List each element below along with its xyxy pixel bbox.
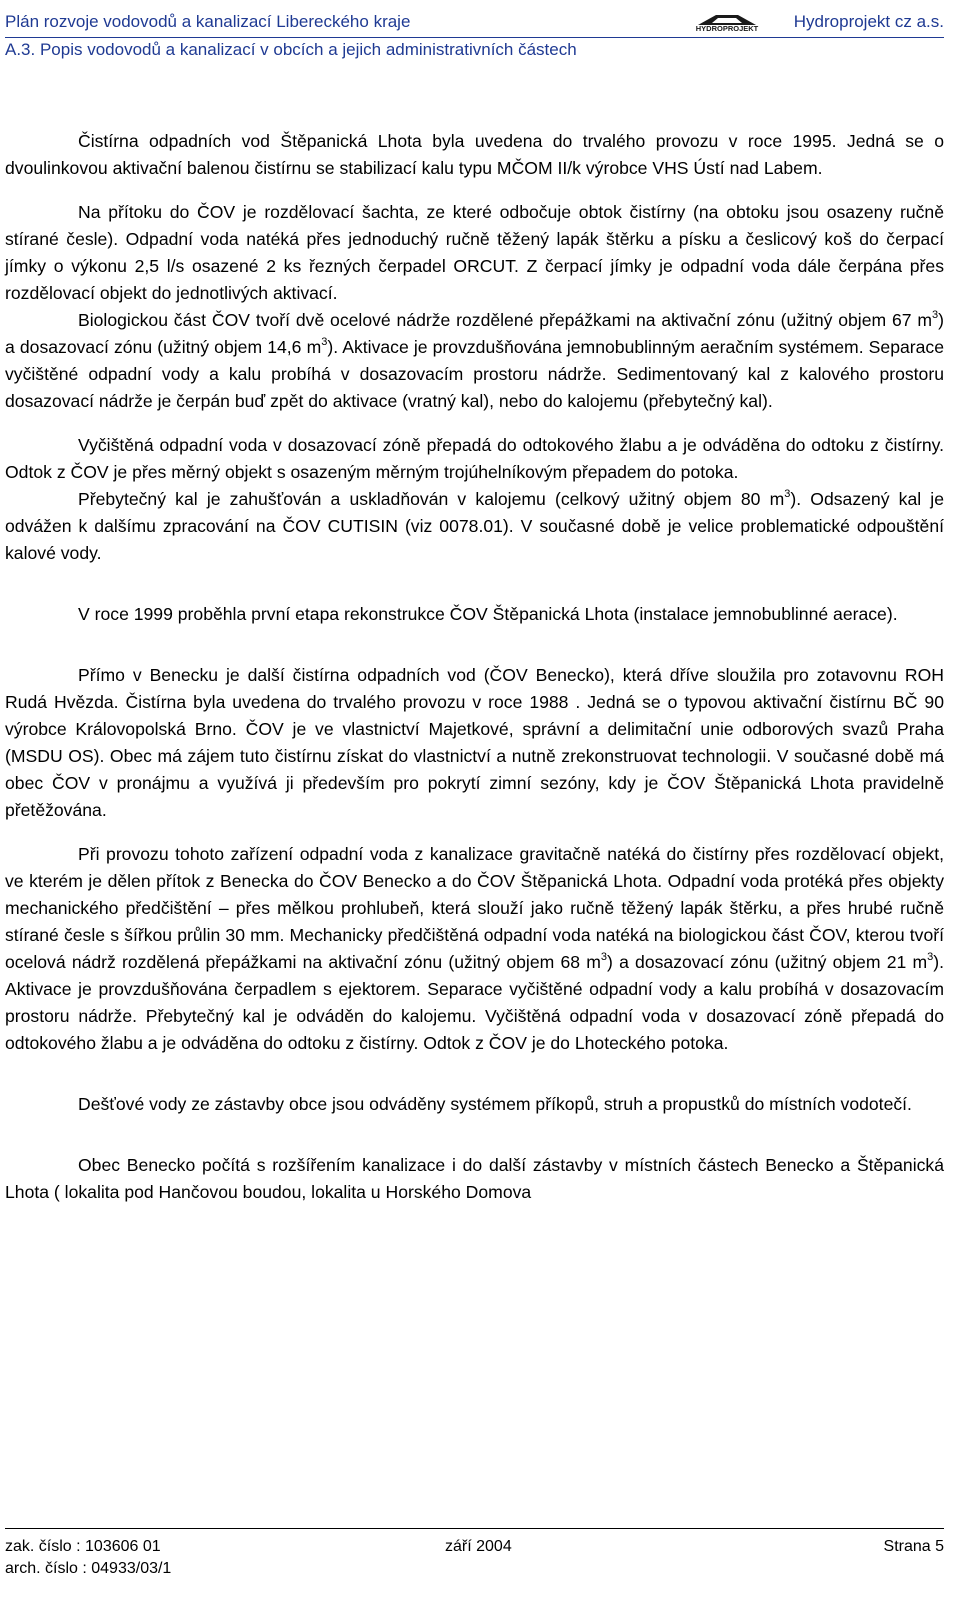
superscript: 3 [600, 951, 608, 964]
paragraph-2: Na přítoku do ČOV je rozdělovací šachta, ze které odbočuje obtok čistírny (na obtoku jsou osazeny ručně stírané česle). Odpadní voda natéká přes jednoduchý ručně těžený lapák štěrku a písku a česlicový koš do čerpací jímky o výkonu 2,5 l/s osazené 2 ks řezných čerpadel ORCUT. Z čerpací jímky je odpadní voda dále čerpána přes rozdělovací objekt do jednotlivých aktivací. [5, 202, 944, 303]
paragraph-4: Vyčištěná odpadní voda v dosazovací zóně přepadá do odtokového žlabu a je odváděna do odtoku z čistírny. Odtok z ČOV je přes měrný objekt s osazeným měrným trojúhelníkovým přepadem do potoka. [5, 435, 944, 482]
page-header [5, 8, 944, 63]
document-date: září 2004 [445, 1538, 512, 1555]
paragraph-6: V roce 1999 proběhla první etapa rekonstrukce ČOV Štěpanická Lhota (instalace jemnobublinné aerace). [78, 604, 898, 624]
paragraph-3: Biologickou část ČOV tvoří dvě ocelové nádrže rozdělené přepážkami na aktivační zónu (užitný objem 67 $m^3$) a dosazovací zónu (užitný objem 14,6 $m^3$). Aktivace je provzdušňována jemnobublinným aeračním systémem. Separace vyčištěné odpadní vody a kalu probíhá v dosazovacím prostoru nádrže. Sedimentovaný kal z kalového prostoru dosazovací nádrže je čerpán buď zpět do aktivace (vratný kal), nebo do kalojemu (přebytečný kal). [5, 309, 945, 411]
paragraph-7: Přímo v Benecku je další čistírna odpadních vod (ČOV Benecko), která dříve sloužila pro zotavovnu ROH Rudá Hvězda. Čistírna byla uvedena do trvalého provozu v roce 1988 . Jedná se o typovou aktivační čistírnu BČ 90 výrobce Královopolská Brno. ČOV je ve vlastnictví Majetkové, správní a delimitační unie odborových svazů Praha (MSDU OS). Obec má zájem tuto čistírnu získat do vlastnictví a nutně zrekonstruovat technologii. V současné době má obec ČOV v pronájmu a využívá ji především pro pokrytí zimní sezóny, kdy je ČOV Štěpanická Lhota pravidelně přetěžována. [5, 665, 944, 820]
contract-number: zak. číslo : 103606 01 [5, 1538, 161, 1555]
superscript: 3 [321, 336, 328, 349]
paragraph-8: Při provozu tohoto zařízení odpadní voda z kanalizace gravitačně natéká do čistírny přes rozdělovací objekt, ve kterém je dělen přítok z Benecka do ČOV Benecko a do ČOV Štěpanická Lhota. Odpadní voda protéká přes objekty mechanického předčištění – přes mělkou prohlubeň, která slouží jako ručně těžený lapák štěrku, a přes hrubé ručně stírané česle s šířkou průlin 30 mm. Mechanicky předčištěná odpadní voda natéká na biologickou část ČOV, kterou tvoří ocelová nádrž rozdělená přepážkami na aktivační zónu (užitný objem 68 $m^3$) a dosazovací zónu (užitný objem 21 $m^3$). Aktivace je provzdušňována čerpadlem s ejektorem. Separace vyčištěné odpadní vody a kalu probíhá v dosazovacím prostoru nádrže. Přebytečný kal je odváděn do kalojemu. Vyčištěná odpadní voda v dosazovací zóně přepadá do odtokového žlabu a je odváděna do odtoku z čistírny. Odtok z ČOV je do Lhoteckého potoka. [5, 844, 944, 1053]
company-name: Hydroprojekt cz a.s. [793, 12, 944, 31]
document-title: Plán rozvoje vodovodů a kanalizací Libereckého kraje [5, 12, 411, 31]
header-rule [5, 37, 944, 38]
paragraph-10: Obec Benecko počítá s rozšířením kanalizace i do další zástavby v místních částech Benecko a Štěpanická Lhota ( lokalita pod Hančovou boudou, lokalita u Horského Domova [5, 1155, 944, 1202]
superscript: 3 [927, 951, 934, 964]
superscript: 3 [932, 309, 939, 322]
header-top-row [5, 12, 944, 36]
hydroprojekt-logo [692, 12, 762, 32]
paragraph-1: Čistírna odpadních vod Štěpanická Lhota byla uvedena do trvalého provozu v roce 1995. Jedná se o dvoulinkovou aktivační balenou čistírnu se stabilizací kalu typu MČOM II/k výrobce VHS Ústí nad Labem. [5, 131, 944, 178]
page-footer [5, 1528, 944, 1588]
paragraph-9: Dešťové vody ze zástavby obce jsou odváděny systémem příkopů, struh a propustků do místních vodotečí. [78, 1094, 912, 1114]
page-number: Strana 5 [883, 1538, 944, 1555]
footer-rule [5, 1528, 944, 1529]
document-body [5, 128, 944, 1206]
logo-text: HYDROPROJEKT [695, 24, 759, 32]
superscript: 3 [784, 488, 791, 501]
section-subtitle: A.3. Popis vodovodů a kanalizací v obcích a jejich administrativních částech [5, 40, 577, 59]
paragraph-5: Přebytečný kal je zahušťován a uskladňován v kalojemu (celkový užitný objem 80 $m^3$). Odsazený kal je odvážen k dalšímu zpracování na ČOV CUTISIN (viz 0078.01). V současné době je velice problematické odpouštění kalové vody. [5, 488, 945, 563]
archive-number: arch. číslo : 04933/03/1 [5, 1560, 172, 1577]
